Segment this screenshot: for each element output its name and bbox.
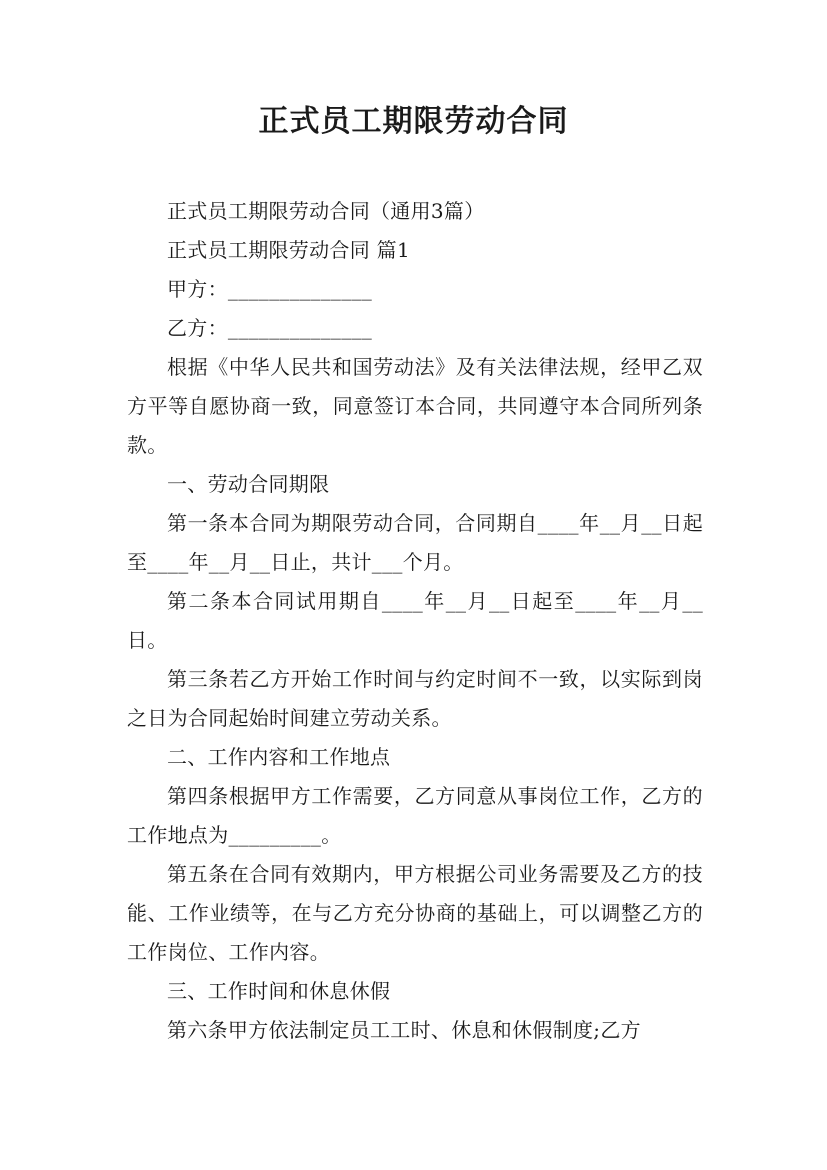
- paragraph-article-3: 第三条若乙方开始工作时间与约定时间不一致，以实际到岗之日为合同起始时间建立劳动关系。: [127, 667, 703, 730]
- paragraph-section-heading: 正式员工期限劳动合同 篇1: [167, 238, 410, 262]
- document-title: 正式员工期限劳动合同: [258, 104, 569, 139]
- paragraph-heading-hours: 三、工作时间和休息休假: [167, 979, 391, 1003]
- paragraph-subtitle: 正式员工期限劳动合同（通用3篇）: [167, 199, 485, 223]
- paragraph-heading-work: 二、工作内容和工作地点: [167, 745, 391, 769]
- paragraph-article-5: 第五条在合同有效期内，甲方根据公司业务需要及乙方的技能、工作业绩等，在与乙方充分协商的基础上，可以调整乙方的工作岗位、工作内容。: [127, 862, 703, 964]
- paragraph-party-b: 乙方：______________: [167, 316, 373, 340]
- paragraph-article-1: 第一条本合同为期限劳动合同，合同期自____年__月__日起至____年__月__日止，共计___个月。: [127, 511, 703, 574]
- paragraph-party-a: 甲方：______________: [167, 277, 373, 301]
- document-body: [127, 192, 703, 1050]
- paragraph-article-2: 第二条本合同试用期自____年__月__日起至____年__月__日。: [127, 589, 703, 652]
- paragraph-article-6: 第六条甲方依法制定员工工时、休息和休假制度;乙方: [167, 1018, 641, 1042]
- paragraph-article-4: 第四条根据甲方工作需要，乙方同意从事岗位工作，乙方的工作地点为_________。: [127, 784, 703, 847]
- paragraph-heading-term: 一、劳动合同期限: [167, 472, 330, 496]
- paragraph-preamble: 根据《中华人民共和国劳动法》及有关法律法规，经甲乙双方平等自愿协商一致，同意签订本合同，共同遵守本合同所列条款。: [127, 355, 703, 457]
